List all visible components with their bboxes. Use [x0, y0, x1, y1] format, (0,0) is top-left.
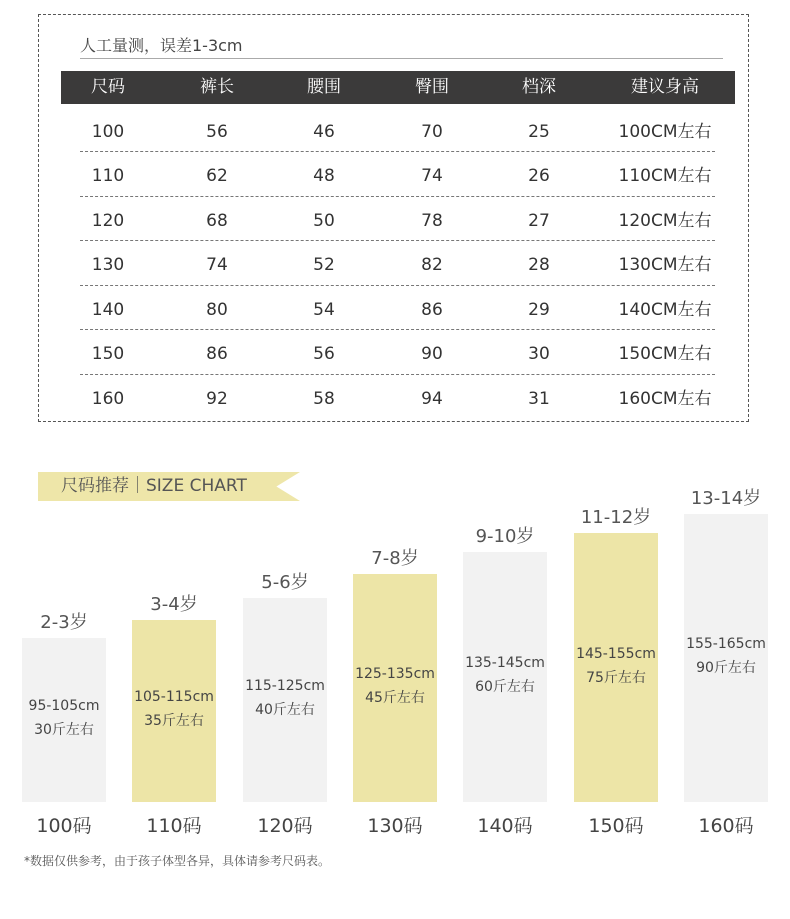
cell-size: 130 — [91, 255, 125, 275]
cell-rise: 25 — [528, 122, 550, 142]
size-label: 120码 — [257, 815, 313, 837]
height-range: 115-125cm — [245, 678, 325, 694]
cell-height: 100CM左右 — [618, 122, 712, 142]
cell-waist: 52 — [313, 255, 335, 275]
header-size: 尺码 — [91, 77, 125, 97]
height-range: 145-155cm — [576, 645, 656, 662]
cell-height: 130CM左右 — [618, 255, 712, 275]
weight-range: 30斤左右 — [34, 722, 94, 738]
size-label: 150码 — [588, 815, 644, 837]
cell-size: 140 — [91, 300, 125, 320]
weight-range: 75斤左右 — [586, 669, 646, 686]
cell-waist: 46 — [313, 122, 335, 142]
cell-rise: 31 — [528, 389, 550, 409]
table-row — [0, 206, 790, 236]
cell-height: 150CM左右 — [618, 344, 712, 364]
cell-pant-length: 68 — [206, 211, 228, 231]
header-pant-length: 裤长 — [200, 77, 234, 97]
header-hip: 臀围 — [415, 77, 449, 97]
cell-size: 150 — [91, 344, 125, 364]
row-divider — [80, 240, 715, 241]
row-divider — [80, 329, 715, 330]
cell-waist: 56 — [313, 344, 335, 364]
cell-hip: 78 — [421, 211, 443, 231]
cell-height: 120CM左右 — [618, 211, 712, 231]
size-label: 130码 — [367, 815, 423, 837]
row-divider — [80, 374, 715, 375]
cell-rise: 29 — [528, 300, 550, 320]
cell-hip: 74 — [421, 166, 443, 186]
cell-waist: 54 — [313, 300, 335, 320]
footnote: *数据仅供参考，由于孩子体型各异，具体请参考尺码表。 — [24, 854, 331, 868]
row-divider — [80, 285, 715, 286]
size-table-header — [61, 71, 735, 104]
table-row — [0, 161, 790, 191]
table-row — [0, 339, 790, 369]
size-label: 110码 — [146, 815, 202, 837]
cell-waist: 58 — [313, 389, 335, 409]
cell-rise: 30 — [528, 344, 550, 364]
cell-height: 140CM左右 — [618, 300, 712, 320]
cell-rise: 28 — [528, 255, 550, 275]
size-label: 100码 — [36, 815, 92, 837]
table-row — [0, 117, 790, 147]
age-label: 13-14岁 — [690, 488, 762, 509]
cell-hip: 82 — [421, 255, 443, 275]
cell-pant-length: 74 — [206, 255, 228, 275]
cell-hip: 90 — [421, 344, 443, 364]
height-range: 95-105cm — [28, 698, 100, 714]
age-label: 3-4岁 — [150, 594, 198, 615]
cell-size: 160 — [91, 389, 125, 409]
cell-waist: 50 — [313, 211, 335, 231]
header-height: 建议身高 — [631, 77, 699, 97]
size-label: 160码 — [698, 815, 754, 837]
header-rise: 档深 — [522, 77, 556, 97]
measurement-note: 人工量测，误差1-3cm — [80, 36, 243, 55]
height-range: 125-135cm — [355, 666, 435, 682]
cell-height: 160CM左右 — [618, 389, 712, 409]
weight-range: 60斤左右 — [475, 679, 535, 695]
weight-range: 35斤左右 — [144, 713, 204, 729]
cell-pant-length: 56 — [206, 122, 228, 142]
cell-waist: 48 — [313, 166, 335, 186]
cell-hip: 94 — [421, 389, 443, 409]
table-row — [0, 250, 790, 280]
cell-pant-length: 80 — [206, 300, 228, 320]
age-label: 2-3岁 — [40, 612, 88, 633]
row-divider — [80, 196, 715, 197]
cell-hip: 70 — [421, 122, 443, 142]
height-range: 105-115cm — [134, 689, 214, 705]
cell-size: 110 — [91, 166, 125, 186]
row-divider — [80, 151, 715, 152]
age-label: 11-12岁 — [580, 507, 652, 528]
age-label: 7-8岁 — [371, 548, 419, 569]
cell-rise: 26 — [528, 166, 550, 186]
table-row — [0, 295, 790, 325]
height-range: 155-165cm — [686, 636, 766, 652]
cell-pant-length: 62 — [206, 166, 228, 186]
cell-rise: 27 — [528, 211, 550, 231]
table-row — [0, 384, 790, 414]
weight-range: 45斤左右 — [365, 690, 425, 706]
cell-size: 120 — [91, 211, 125, 231]
cell-pant-length: 92 — [206, 389, 228, 409]
cell-pant-length: 86 — [206, 344, 228, 364]
age-label: 9-10岁 — [475, 526, 535, 547]
height-range: 135-145cm — [465, 655, 545, 671]
note-underline — [80, 58, 723, 59]
cell-height: 110CM左右 — [618, 166, 712, 186]
age-label: 5-6岁 — [261, 572, 309, 593]
cell-size: 100 — [91, 122, 125, 142]
size-chart-title: 尺码推荐｜SIZE CHART — [61, 476, 247, 496]
weight-range: 40斤左右 — [255, 702, 315, 718]
size-label: 140码 — [477, 815, 533, 837]
weight-range: 90斤左右 — [696, 660, 756, 676]
header-waist: 腰围 — [307, 77, 341, 97]
cell-hip: 86 — [421, 300, 443, 320]
